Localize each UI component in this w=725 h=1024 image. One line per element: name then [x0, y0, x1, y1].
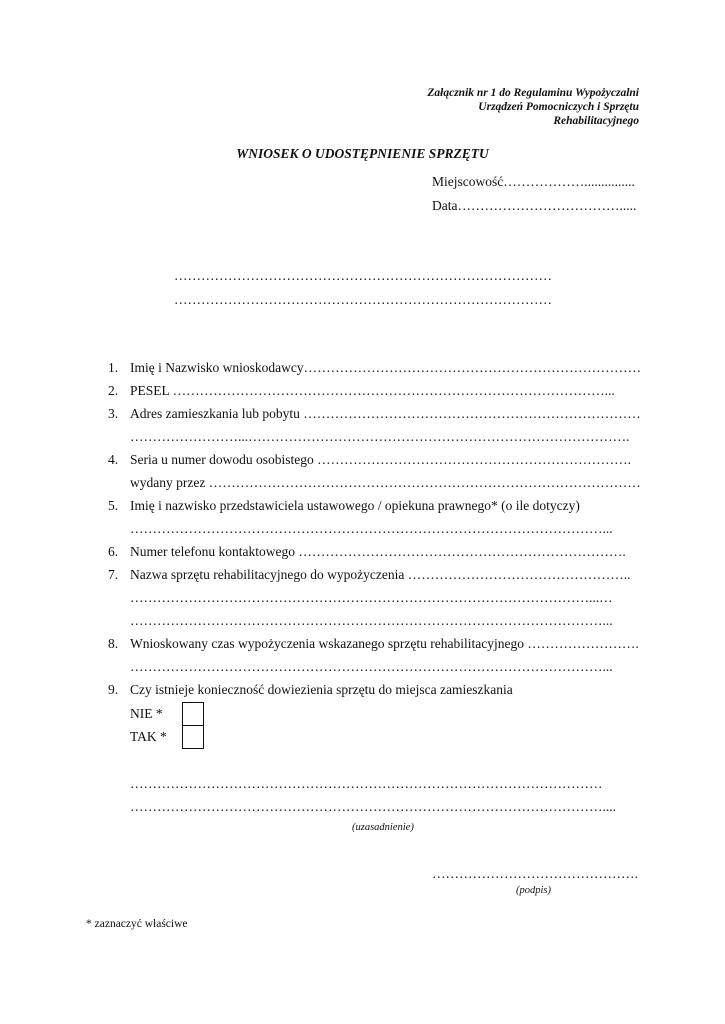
justification-caption: (uzasadnienie)	[352, 822, 414, 833]
annex-line-1: Załącznik nr 1 do Regulaminu Wypożyczalni	[427, 87, 639, 99]
footnote: * zaznaczyć właściwe	[86, 918, 188, 930]
item-3[interactable]	[108, 406, 641, 422]
option-yes-label: TAK *	[130, 729, 167, 744]
item-number: 9.	[108, 682, 119, 697]
item-number: 3.	[108, 406, 119, 421]
item-8[interactable]	[108, 636, 639, 652]
item-4-text: Seria u numer dowodu osobistego …………………………………………………………….	[130, 452, 631, 467]
item-9-text: Czy istnieje konieczność dowiezienia sprzętu do miejsca zamieszkania	[130, 682, 513, 697]
address-line-1[interactable]: …………………………………………………………………………	[174, 268, 552, 283]
annex-line-3: Rehabilitacyjnego	[553, 115, 639, 127]
item-number: 2.	[108, 383, 119, 398]
item-4-continuation[interactable]: wydany przez ……………………………………………………………………………………	[130, 475, 641, 490]
item-6-text: Numer telefonu kontaktowego ……………………………………………………………….	[130, 544, 626, 559]
item-5-continuation[interactable]: ……………………………………………………………………………………………...	[130, 521, 613, 536]
item-7-continuation-1[interactable]: …………………………………………………………………………………………...…	[130, 590, 613, 605]
item-1-text: Imię i Nazwisko wnioskodawcy…………………………………………………………………	[130, 360, 642, 375]
signature-line[interactable]: ……………………………………….	[432, 866, 638, 881]
item-3-text: Adres zamieszkania lub pobytu …………………………………………………………………	[130, 406, 641, 421]
annex-header	[427, 86, 639, 128]
item-2[interactable]	[108, 383, 615, 399]
item-number: 1.	[108, 360, 119, 375]
item-number: 6.	[108, 544, 119, 559]
item-8-text: Wnioskowany czas wypożyczenia wskazanego sprzętu rehabilitacyjnego …………………….	[130, 636, 639, 651]
annex-line-2: Urządzeń Pomocniczych i Sprzętu	[478, 101, 639, 113]
item-9	[108, 682, 513, 698]
signature-caption: (podpis)	[516, 885, 551, 896]
item-7[interactable]	[108, 567, 631, 583]
address-line-2[interactable]: …………………………………………………………………………	[174, 292, 552, 307]
justification-line-1[interactable]: ……………………………………………………………………………………………	[130, 776, 603, 791]
document-title: WNIOSEK O UDOSTĘPNIENIE SPRZĘTU	[236, 146, 489, 161]
item-number: 4.	[108, 452, 119, 467]
item-3-continuation[interactable]: ……………………...………………………………………………………………………….	[130, 429, 630, 444]
item-2-text: PESEL ……………………………………………………………………………………...	[130, 383, 615, 398]
place-field[interactable]: Miejscowość………………...............	[432, 174, 635, 189]
option-yes-checkbox[interactable]	[182, 725, 204, 749]
item-7-continuation-2[interactable]: ……………………………………………………………………………………………...	[130, 613, 613, 628]
justification-line-2[interactable]: ……………………………………………………………………………………………....	[130, 799, 616, 814]
item-6[interactable]	[108, 544, 626, 560]
item-8-continuation[interactable]: ……………………………………………………………………………………………...	[130, 659, 613, 674]
item-number: 7.	[108, 567, 119, 582]
item-number: 8.	[108, 636, 119, 651]
option-no-label: NIE *	[130, 706, 163, 721]
item-5	[108, 498, 580, 514]
item-4[interactable]	[108, 452, 631, 468]
option-no-checkbox[interactable]	[182, 702, 204, 726]
item-number: 5.	[108, 498, 119, 513]
date-field[interactable]: Data……………………………….....	[432, 198, 637, 213]
item-7-text: Nazwa sprzętu rehabilitacyjnego do wypożyczenia …………………………………………..	[130, 567, 631, 582]
item-5-text: Imię i nazwisko przedstawiciela ustawowego / opiekuna prawnego* (o ile dotyczy)	[130, 498, 580, 513]
item-1[interactable]	[108, 360, 641, 376]
